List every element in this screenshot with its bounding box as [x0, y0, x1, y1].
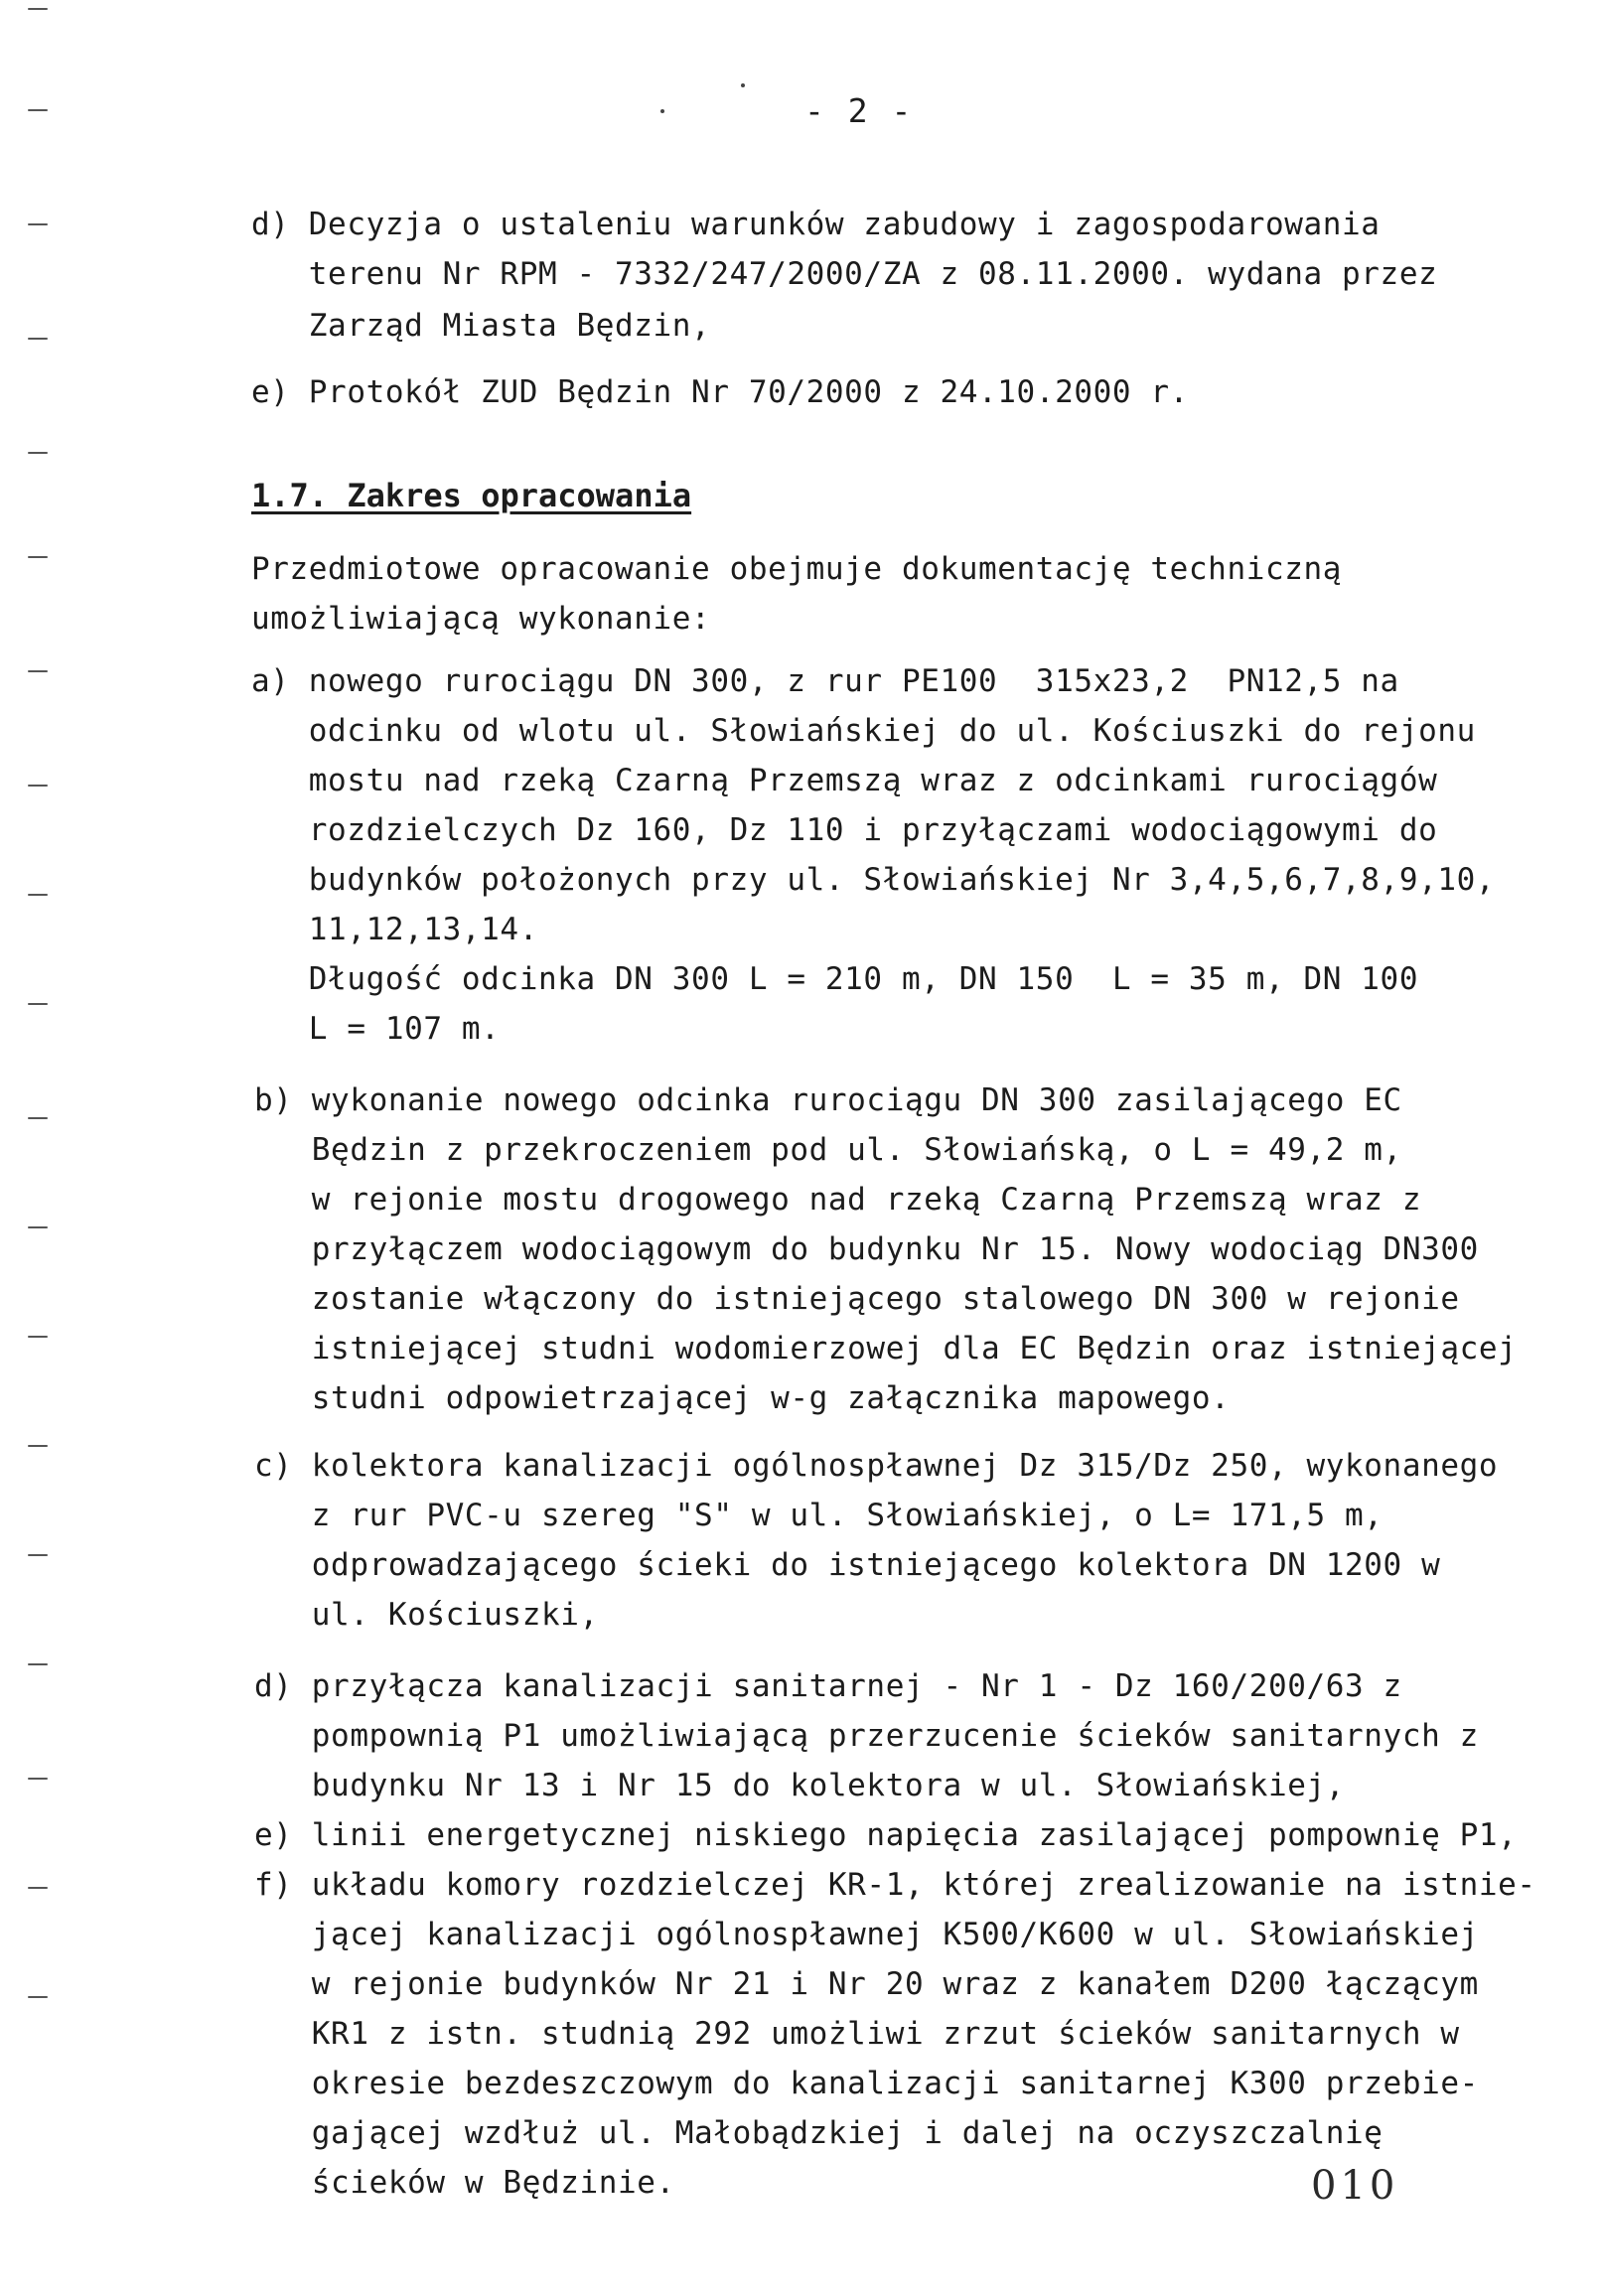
text-line: w rejonie mostu drogowego nad rzeką Czarną Przemszą wraz z — [254, 1182, 1422, 1218]
text-line: f) układu komory rozdzielczej KR-1, której zrealizowanie na istnie- — [254, 1867, 1536, 1903]
text-line: b) wykonanie nowego odcinka rurociągu DN 300 zasilającego EC — [254, 1082, 1402, 1118]
text-line: Długość odcinka DN 300 L = 210 m, DN 150 L = 35 m, DN 100 — [251, 961, 1419, 997]
scan-margin-mark — [28, 338, 48, 340]
scan-speck — [660, 109, 664, 113]
text-line: L = 107 m. — [251, 1011, 501, 1047]
scan-margin-mark — [28, 1226, 48, 1228]
scan-speck — [741, 83, 745, 87]
text-line: jącej kanalizacji ogólnospławnej K500/K600 w ul. Słowiańskiej — [254, 1917, 1479, 1952]
scan-margin-mark — [28, 1336, 48, 1338]
text-line: mostu nad rzeką Czarną Przemszą wraz z odcinkami rurociągów — [251, 763, 1438, 798]
text-line: istniejącej studni wodomierzowej dla EC Będzin oraz istniejącej — [254, 1331, 1518, 1366]
scan-margin-mark — [28, 1445, 48, 1447]
scan-margin-mark — [28, 1887, 48, 1889]
scan-margin-mark — [28, 1117, 48, 1119]
text-line: Przedmiotowe opracowanie obejmuje dokumentację techniczną — [251, 551, 1343, 587]
text-line: w rejonie budynków Nr 21 i Nr 20 wraz z kanałem D200 łączącym — [254, 1966, 1479, 2002]
scan-margin-mark — [28, 1003, 48, 1005]
scan-margin-mark — [28, 670, 48, 672]
scan-margin-mark — [28, 1996, 48, 1998]
text-line: e) Protokół ZUD Będzin Nr 70/2000 z 24.10.2000 r. — [251, 374, 1189, 410]
text-line: odcinku od wlotu ul. Słowiańskiej do ul. Kościuszki do rejonu — [251, 713, 1476, 749]
text-line: a) nowego rurociągu DN 300, z rur PE100 315x23,2 PN12,5 na — [251, 663, 1399, 699]
scan-margin-mark — [28, 109, 48, 111]
scan-margin-mark — [28, 1663, 48, 1665]
scan-margin-mark — [28, 785, 48, 787]
text-line: ścieków w Będzinie. — [254, 2165, 675, 2201]
text-line: przyłączem wodociągowym do budynku Nr 15. Nowy wodociąg DN300 — [254, 1231, 1479, 1267]
text-line: c) kolektora kanalizacji ogólnospławnej Dz 315/Dz 250, wykonanego — [254, 1448, 1499, 1484]
scan-margin-mark — [28, 223, 48, 225]
text-line: Zarząd Miasta Będzin, — [251, 308, 711, 344]
text-line: budynków położonych przy ul. Słowiańskiej Nr 3,4,5,6,7,8,9,10, — [251, 862, 1496, 898]
text-line: umożliwiającą wykonanie: — [251, 601, 711, 637]
scan-margin-mark — [28, 556, 48, 558]
text-line: d) przyłącza kanalizacji sanitarnej - Nr 1 - Dz 160/200/63 z — [254, 1668, 1402, 1704]
text-line: okresie bezdeszczowym do kanalizacji sanitarnej K300 przebie- — [254, 2066, 1479, 2101]
stamped-page-number: 010 — [1311, 2163, 1399, 2209]
text-line: pompownią P1 umożliwiającą przerzucenie ścieków sanitarnych z — [254, 1718, 1479, 1754]
text-line: e) linii energetycznej niskiego napięcia zasilającej pompownię P1, — [254, 1817, 1518, 1853]
scan-margin-mark — [28, 894, 48, 896]
text-line: studni odpowietrzającej w-g załącznika mapowego. — [254, 1380, 1231, 1416]
section-heading: 1.7. Zakres opracowania — [251, 477, 692, 514]
text-line: rozdzielczych Dz 160, Dz 110 i przyłączami wodociągowymi do — [251, 812, 1438, 848]
scan-margin-mark — [28, 8, 48, 10]
text-line: odprowadzającego ścieki do istniejącego kolektora DN 1200 w — [254, 1547, 1441, 1583]
text-line: 11,12,13,14. — [251, 912, 538, 947]
text-line: gającej wzdłuż ul. Małobądzkiej i dalej na oczyszczalnię — [254, 2115, 1384, 2151]
text-line: d) Decyzja o ustaleniu warunków zabudowy i zagospodarowania — [251, 207, 1381, 242]
scan-margin-mark — [28, 1554, 48, 1556]
text-line: ul. Kościuszki, — [254, 1597, 599, 1633]
text-line: Będzin z przekroczeniem pod ul. Słowiańską, o L = 49,2 m, — [254, 1132, 1402, 1168]
page-number: - 2 - — [804, 91, 914, 130]
scan-margin-mark — [28, 452, 48, 454]
scan-margin-mark — [28, 1778, 48, 1780]
text-line: z rur PVC-u szereg "S" w ul. Słowiańskiej, o L= 171,5 m, — [254, 1498, 1384, 1533]
text-line: budynku Nr 13 i Nr 15 do kolektora w ul. Słowiańskiej, — [254, 1768, 1346, 1803]
text-line: KR1 z istn. studnią 292 umożliwi zrzut ścieków sanitarnych w — [254, 2016, 1460, 2052]
text-line: terenu Nr RPM - 7332/247/2000/ZA z 08.11.2000. wydana przez — [251, 256, 1438, 292]
text-line: zostanie włączony do istniejącego stalowego DN 300 w rejonie — [254, 1281, 1460, 1317]
